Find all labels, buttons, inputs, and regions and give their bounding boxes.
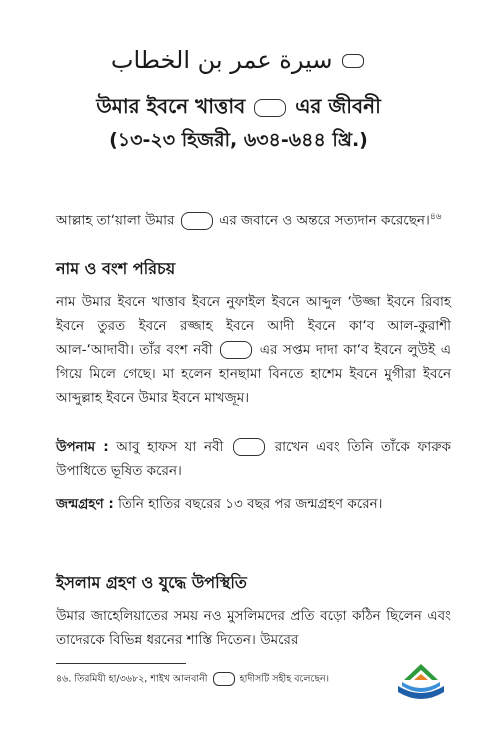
bengali-title: [0, 92, 477, 125]
years-subtitle: (১৩-২৩ হিজরী, ৬৩৪-৬৪৪ খ্রি.): [109, 129, 368, 151]
arabic-title-text: سيرة عمر بن الخطاب: [110, 46, 333, 74]
kunya-label: উপনাম :: [56, 439, 109, 455]
intro-paragraph: [56, 205, 451, 233]
kunya-text-part2: রাখেন এবং তিনি তাঁকে ফারুক উপাধিতে ভূষিত করেন।: [56, 439, 451, 479]
footnote-divider: [56, 663, 186, 664]
honorific-icon: [342, 54, 364, 68]
honorific-icon: [213, 672, 235, 686]
honorific-icon: [220, 341, 252, 359]
publisher-logo-icon: [392, 660, 450, 704]
birth-paragraph: [56, 492, 451, 516]
section-heading-islam: ইসলাম গ্রহণ ও যুদ্ধে উপস্থিতি: [56, 573, 247, 592]
honorific-icon: [254, 99, 286, 117]
honorific-icon: [181, 212, 213, 230]
footnote-text-part1: ৪৬. তিরমিযী হা/৩৬৮২, শাইখ আলবানী: [56, 673, 208, 685]
footnote: [56, 672, 396, 687]
arabic-title: [0, 46, 477, 74]
kunya-text-part1: আবু হাফস যা নবী: [116, 439, 224, 455]
honorific-icon: [233, 438, 265, 456]
kunya-paragraph: [56, 435, 451, 483]
footnote-text-part2: হাদীসটি সহীহ বলেছেন।: [239, 673, 330, 685]
lineage-text-part1: নাম উমার ইবনে খাত্তাব ইবনে নুফাইল ইবনে আব্দুল ‘উজ্জা ইবনে রিবাহ ইবনে তুরত ইবনে রজ্জাহ ইবনে আদী ইবনে কা‘ব আল-কুরাশী আল-‘আদাবী। তাঁর বংশ নবী: [56, 294, 451, 358]
lineage-paragraph: [56, 290, 451, 410]
bengali-title-part2: এর জীবনী: [295, 94, 381, 118]
footnote-ref: ৪৬: [429, 212, 442, 222]
lineage-text-part2: এর সপ্তম দাদা কা‘ব ইবনে লুউই এ গিয়ে মিলে গেছে। মা হলেন হানছামা বিনতে হাশেম ইবনে মুগীরা ইবনে আব্দুল্লাহ ইবনে উমার ইবনে মাখজূম।: [56, 342, 451, 406]
islam-paragraph: উমার জাহেলিয়াতের সময় নও মুসলিমদের প্রতি বড়ো কঠিন ছিলেন এবং তাদেরকে বিভিন্ন ধরনের শাস্তি দিতেন। উমরের: [56, 608, 451, 648]
intro-text-after: এর জবানে ও অন্তরে সত্যদান করেছেন।: [219, 212, 430, 229]
intro-text-before: আল্লাহ তা‘য়ালা উমার: [56, 212, 175, 229]
birth-text: তিনি হাতির বছরের ১৩ বছর পর জন্মগ্রহণ করেন।: [118, 496, 383, 512]
birth-label: জন্মগ্রহণ :: [56, 496, 114, 512]
section-heading-name: নাম ও বংশ পরিচয়: [56, 259, 176, 278]
bengali-title-part1: উমার ইবনে খাত্তাব: [96, 94, 246, 118]
